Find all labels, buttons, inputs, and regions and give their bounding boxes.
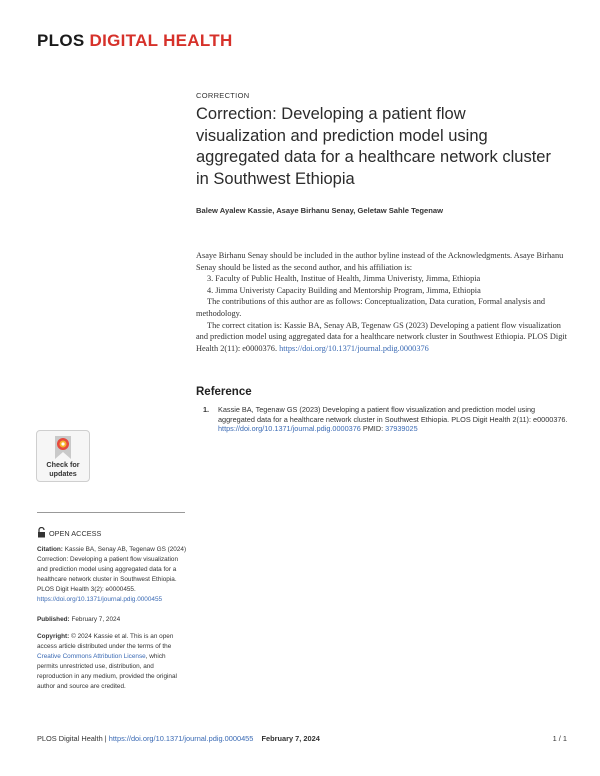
- open-access-label: [37, 527, 101, 538]
- body-paragraph-2: The contributions of this author are as follows: Conceptualization, Data curation, Formal analysis and methodology.: [196, 297, 546, 318]
- reference-text: Kassie BA, Tegenaw GS (2023) Developing a patient flow visualization and prediction model using aggregated data for a healthcare network cluster in Southwest Ethiopia. PLOS Digit Health 2(11): e0000376.: [218, 405, 568, 424]
- sidebar-doi-link[interactable]: https://doi.org/10.1371/journal.pdig.0000455: [37, 595, 163, 603]
- reference-item: [218, 405, 568, 434]
- citation-doi-link[interactable]: https://doi.org/10.1371/journal.pdig.0000376: [279, 343, 429, 353]
- correction-body: [196, 250, 568, 354]
- footer-doi-link[interactable]: https://doi.org/10.1371/journal.pdig.0000455: [108, 734, 254, 743]
- reference-pmid-label: PMID:: [362, 424, 384, 434]
- badge-line1: Check for: [46, 460, 80, 469]
- affiliation-4: 4. Jimma Univeristy Capacity Building and Mentorship Program, Jimma, Ethiopia: [207, 285, 481, 295]
- citation-text: The correct citation is: Kassie BA, Senay AB, Tegenaw GS (2023) Developing a patient flow visualization and prediction model using aggregated data for a healthcare network cluster in Southwest Ethiopia. PLOS Digit Health 2(11): e0000376.: [196, 320, 567, 353]
- copyright-block: [37, 632, 187, 691]
- citation-info: Kassie BA, Senay AB, Tegenaw GS (2024) Correction: Developing a patient flow visualization and prediction model using aggregated data for a healthcare network cluster in Southwest Ethiopia. PLOS Digit Health 3(2): e0000455.: [37, 546, 187, 593]
- open-access-text: OPEN ACCESS: [49, 529, 102, 538]
- affiliation-3: 3. Faculty of Public Health, Institue of Health, Jimma Univeristy, Jimma, Ethiopia: [207, 274, 481, 284]
- journal-name-part1: PLOS: [37, 31, 85, 50]
- footer-date: February 7, 2024: [261, 734, 320, 743]
- published-date: February 7, 2024: [71, 616, 121, 623]
- body-paragraph-1: Asaye Birhanu Senay should be included in the author byline instead of the Acknowledgments. Asaye Birhanu Senay should be listed as the second author, and his affiliation is:: [196, 251, 564, 272]
- author-list: Balew Ayalew Kassie, Asaye Birhanu Senay, Geletaw Sahle Tegenaw: [196, 206, 444, 215]
- published-label: Published:: [37, 616, 70, 623]
- body-paragraph-3: [196, 320, 568, 355]
- check-for-updates-badge[interactable]: [36, 430, 90, 482]
- article-type: CORRECTION: [196, 91, 250, 100]
- badge-line2: updates: [49, 468, 77, 478]
- bookmark-icon: [52, 435, 74, 461]
- article-title: Correction: Developing a patient flow visualization and prediction model using aggregated data for a healthcare network cluster in Southwest Ethiopia: [196, 105, 551, 188]
- footer-separator-1: |: [102, 734, 109, 743]
- reference-number: 1.: [203, 405, 210, 414]
- citation-label: Citation:: [37, 546, 63, 553]
- license-link[interactable]: Creative Commons Attribution License: [37, 652, 146, 660]
- open-lock-icon: [37, 527, 46, 538]
- copyright-text-2: , which permits unrestricted use, distribution, and reproduction in any medium, provided the original author and source are credited.: [37, 652, 177, 690]
- reference-pmid-link[interactable]: 37939025: [385, 424, 418, 434]
- reference-doi-link[interactable]: https://doi.org/10.1371/journal.pdig.0000376: [218, 424, 361, 434]
- footer-journal: PLOS Digital Health: [37, 734, 103, 743]
- copyright-label: Copyright:: [37, 633, 70, 640]
- badge-label: [37, 461, 89, 478]
- published-block: [37, 615, 187, 625]
- journal-name-part2: DIGITAL HEALTH: [89, 31, 233, 50]
- sidebar-divider: [37, 512, 185, 513]
- copyright-text-1: © 2024 Kassie et al. This is an open access article distributed under the terms of the: [37, 633, 174, 650]
- references-heading: Reference: [196, 386, 252, 398]
- citation-block: [37, 545, 187, 604]
- page-footer: [37, 734, 567, 743]
- footer-page-number: 1 / 1: [552, 734, 567, 743]
- journal-logo[interactable]: [37, 31, 233, 51]
